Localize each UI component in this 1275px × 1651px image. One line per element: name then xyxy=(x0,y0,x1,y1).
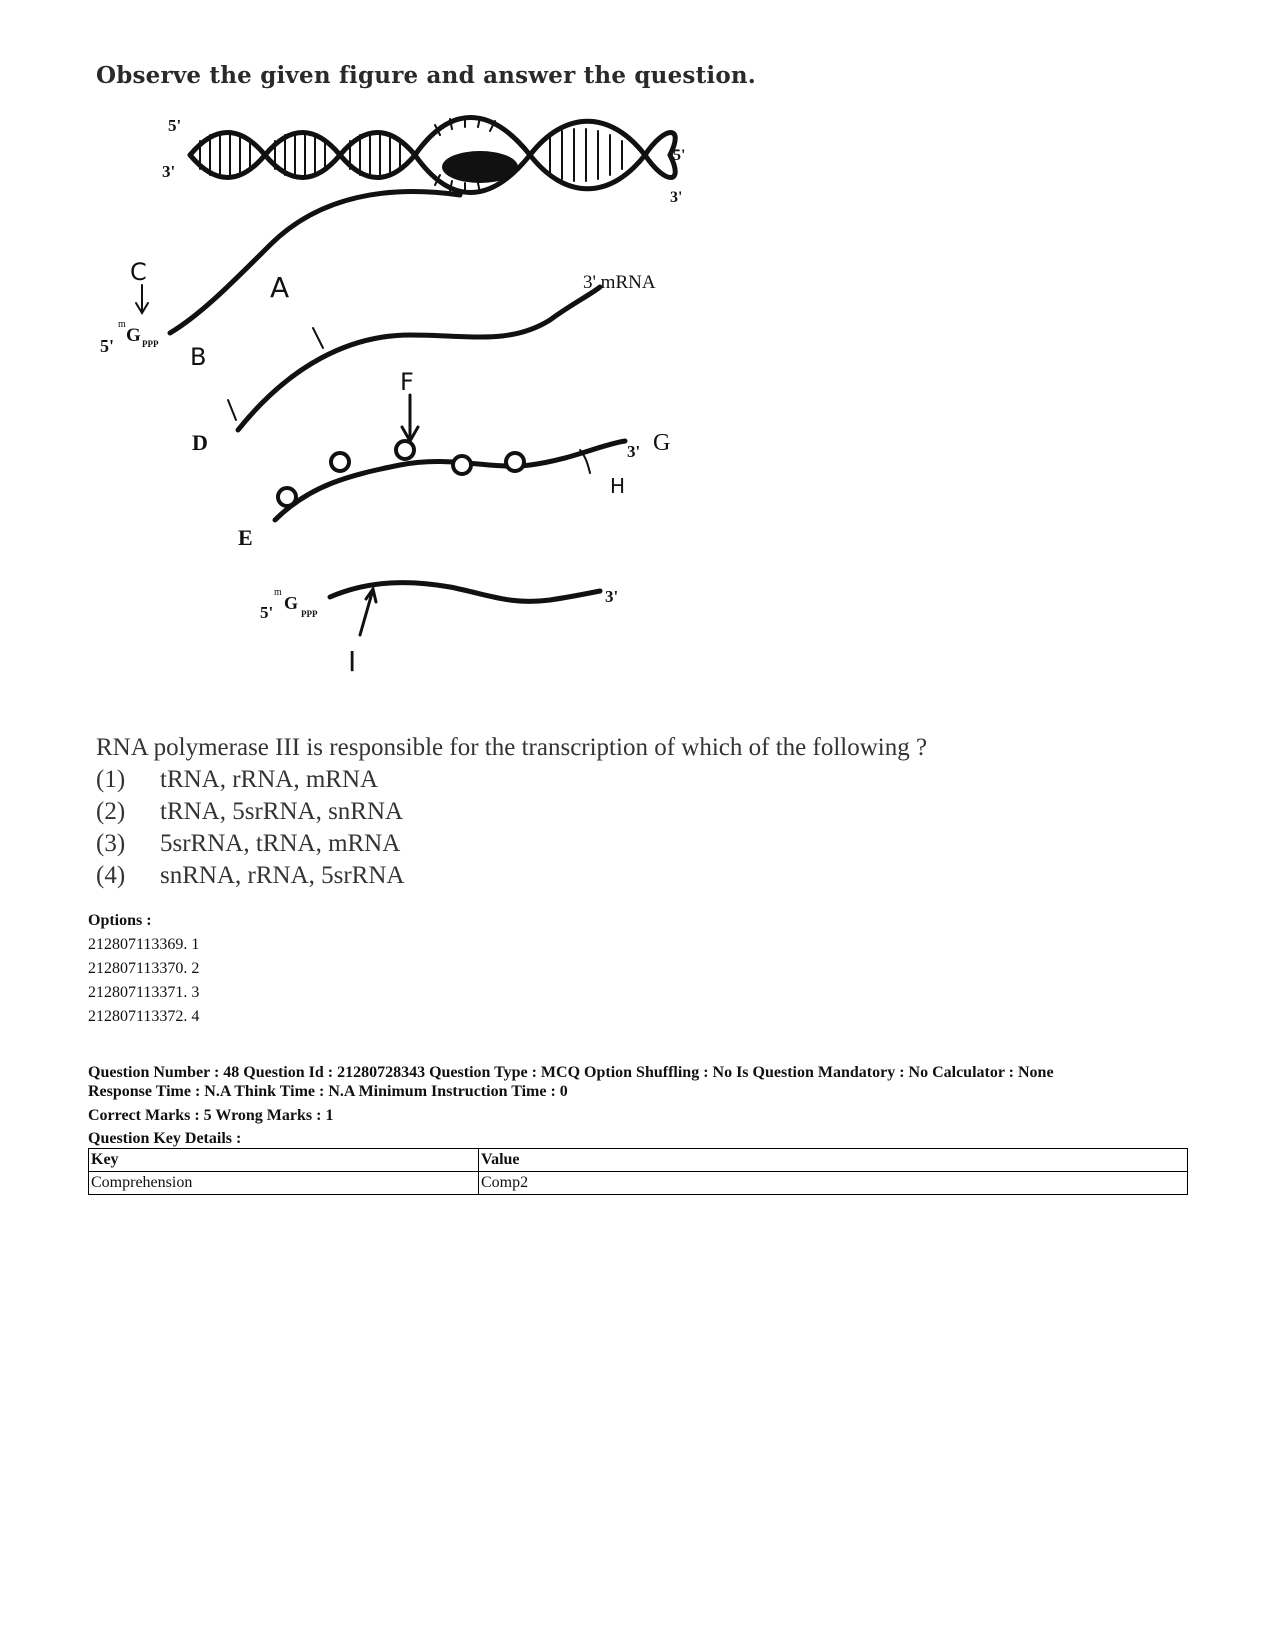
label-3prime-right: 3' xyxy=(670,189,683,206)
options-heading: Options : xyxy=(88,912,152,929)
label-e: E xyxy=(238,525,253,550)
option-id-4: 212807113372. 4 xyxy=(88,1008,200,1025)
key-details-heading: Question Key Details : xyxy=(88,1130,242,1147)
label-f: F xyxy=(400,368,414,396)
strand-e xyxy=(275,441,625,520)
table-header-value: Value xyxy=(479,1149,1188,1172)
choice-1: (1) tRNA, rRNA, mRNA xyxy=(96,766,379,793)
option-id-1: 212807113369. 1 xyxy=(88,936,200,953)
nascent-rna xyxy=(170,192,460,333)
label-m-cap: m xyxy=(118,319,126,330)
label-5prime-bottom: 5' xyxy=(260,603,274,622)
label-i: I xyxy=(348,645,357,678)
question-meta-line1: Question Number : 48 Question Id : 21280728343 Question Type : MCQ Option Shuffling : No Is Question Mandatory : No Calculator : None xyxy=(88,1064,1054,1081)
table-header-key: Key xyxy=(89,1149,479,1172)
key-details-table xyxy=(88,1148,1188,1195)
question-meta-line2: Response Time : N.A Think Time : N.A Minimum Instruction Time : 0 xyxy=(88,1083,568,1100)
label-5prime-cap: 5' xyxy=(100,336,115,356)
label-5prime-right: 5' xyxy=(673,147,686,164)
option-id-2: 212807113370. 2 xyxy=(88,960,200,977)
ribosome xyxy=(506,453,524,471)
mrna-strand xyxy=(238,287,600,430)
ribosome xyxy=(396,441,414,459)
choice-2: (2) tRNA, 5srRNA, snRNA xyxy=(96,798,404,825)
label-d: D xyxy=(192,430,208,455)
label-ppp-bottom: PPP xyxy=(301,609,318,619)
label-3prime-bottom: 3' xyxy=(605,587,619,606)
ribosome xyxy=(278,488,296,506)
table-row xyxy=(89,1172,1188,1195)
label-mrna: 3' mRNA xyxy=(583,272,656,293)
label-c: C xyxy=(130,258,147,286)
transcription-figure xyxy=(90,105,730,685)
label-5prime-top: 5' xyxy=(168,116,182,135)
label-g: G xyxy=(653,430,671,456)
rna-polymerase xyxy=(442,151,518,183)
label-h: H xyxy=(610,474,626,498)
question-text: RNA polymerase III is responsible for the transcription of which of the following ? xyxy=(96,734,928,761)
label-ppp-cap: PPP xyxy=(142,339,159,349)
instruction-text: Observe the given figure and answer the question. xyxy=(96,62,756,89)
label-g-bottom: G xyxy=(284,593,299,613)
label-m-bottom: m xyxy=(274,587,282,598)
marks-line: Correct Marks : 5 Wrong Marks : 1 xyxy=(88,1107,334,1124)
label-3prime-top: 3' xyxy=(162,162,176,181)
label-3prime-e: 3' xyxy=(627,442,641,461)
ribosome xyxy=(331,453,349,471)
option-id-3: 212807113371. 3 xyxy=(88,984,200,1001)
choice-4: (4) snRNA, rRNA, 5srRNA xyxy=(96,862,405,889)
ribosome xyxy=(453,456,471,474)
table-cell-value: Comp2 xyxy=(479,1172,1188,1195)
label-g-cap: G xyxy=(126,325,141,346)
choice-3: (3) 5srRNA, tRNA, mRNA xyxy=(96,830,401,857)
table-cell-key: Comprehension xyxy=(89,1172,479,1195)
label-a: A xyxy=(270,271,290,304)
table-header-row xyxy=(89,1149,1188,1172)
label-b: B xyxy=(190,343,207,371)
